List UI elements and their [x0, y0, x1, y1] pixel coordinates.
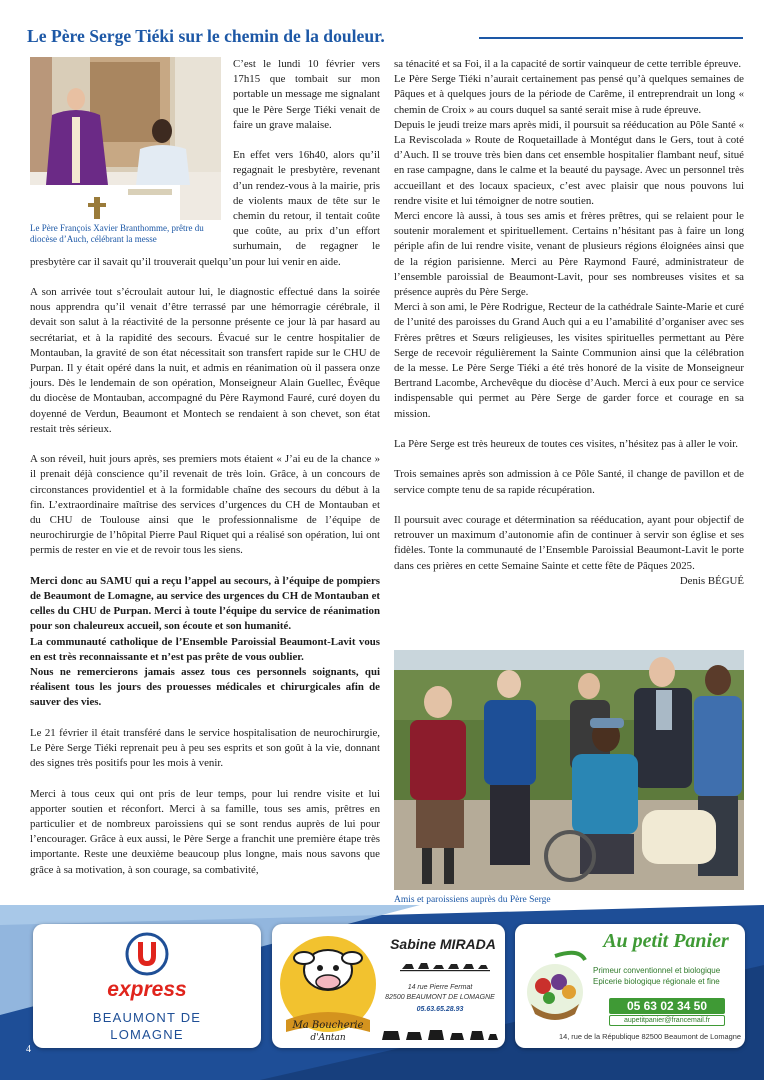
svg-text:d'Antan: d'Antan — [310, 1033, 346, 1043]
left-column — [30, 57, 380, 878]
ad-boucherie[interactable] — [272, 924, 505, 1048]
paragraph: Le Père Serge Tiéki n’aurait certainement pas pensé qu’à quelques semaines de Pâques et à quelques jours de la période de Carême, il entreprendrait un long « chemin de Croix » au cours duquel sa santé serait mise à rude épreuve. — [394, 73, 744, 116]
fruit-basket-icon — [519, 948, 591, 1026]
paragraph: Il poursuit avec courage et détermination sa rééducation, ayant pour objectif de retrouver un maximum d’autonomie afin de continuer à servir son église et ses fidèles. Tonte la communauté de l’Ensemble Paroissial Beaumont-Lavit le porte dans ces prières en cette Semaine Sainte et cette fête de Pâques 2025. — [394, 514, 744, 572]
panier-email[interactable]: aupetitpanier@francemail.fr — [609, 1015, 725, 1026]
priest-photo-caption: Le Père François Xavier Branthomme, prêtre du diocèse d’Auch, célébrant la messe — [30, 223, 204, 245]
express-location-line2: LOMAGNE — [110, 1027, 184, 1042]
priest-mass-image — [30, 57, 221, 220]
paragraph: A son arrivée tout s’écroulait autour lui, le diagnostic effectué dans la soirée nous apprendra qu’il venait d’être terrassé par une hémorragie cérébrale, il devait son salut à la réactivité de la personne présente ce jour là par hasard au secrétariat, et à la rapidité des secours. Évacué sur le centre hospitalier de Montauban, la gravité de son état nécessitait son transfert rapide sur le CHU de Purpan. Il y était opéré dans la nuit, et admis en réanimation où il passera onze jours. Dès le lendemain de son opération, Monseigneur Alain Guellec, Évêque du diocèse de Montauban, accompagné du Père Raymond Fauré, curé doyen du doyenné de Verdun, Beaumont et Montech se rendaient à son chevet, son état restait très sérieux. — [30, 286, 380, 435]
panier-title: Au petit Panier — [603, 930, 729, 952]
panier-line1: Primeur conventionnel et biologique — [593, 966, 721, 975]
right-column — [394, 57, 744, 589]
article-header — [27, 26, 743, 52]
boucherie-street: 14 rue Pierre Fermat — [407, 984, 473, 991]
farm-animals-icon — [380, 1026, 500, 1042]
express-location-line1: BEAUMONT DE — [92, 1010, 202, 1025]
ad-u-express[interactable] — [33, 924, 261, 1048]
ad-au-petit-panier[interactable] — [515, 924, 745, 1048]
group-photo-caption: Amis et paroissiens auprès du Père Serge — [394, 895, 551, 905]
thanks-paragraph: La communauté catholique de l’Ensemble Paroissial Beaumont-Lavit vous en est très reconnaissante et n’est pas prête de vous oublier. — [30, 635, 380, 663]
paragraph: La Père Serge est très heureux de toutes ces visites, n’hésitez pas à aller le voir. — [394, 438, 738, 451]
paragraph: Merci à tous ceux qui ont pris de leur temps, pour lui rendre visite et lui apporter soutien et réconfort. Merci à sa famille, tous ses amis, prêtres en particulier et de nombreux paroissiens qui se sont rendus auprès de lui pour l’encourager. Grâce à eux aussi, le Père Serge a franchit une première étape très importante. Reste une deuxième beaucoup plus longne, mais nous savons que grâce à sa motivation, à son courage, sa combativité, — [30, 787, 380, 876]
animals-icon — [400, 960, 490, 972]
boucherie-phone: 05.63.65.28.93 — [416, 1006, 464, 1013]
u-logo-icon — [125, 932, 169, 976]
title-rule — [479, 37, 743, 39]
thanks-paragraph: Merci donc au SAMU qui a reçu l’appel au secours, à l’équipe de pompiers de Beaumont de Lomagne, au service des urgences du CH de Montauban et celles du CHU de Purpan. Merci à toute l’équipe du service de réanimation pour son chaleureux accueil, son écoute et son humanité. — [30, 574, 380, 633]
page-number: 4 — [26, 1044, 31, 1055]
express-brand: express — [107, 978, 187, 1001]
panier-line2: Epicerie biologique régionale et fine — [593, 977, 720, 986]
article-title: Le Père Serge Tiéki sur le chemin de la douleur. — [27, 26, 385, 46]
cow-logo-icon — [276, 928, 380, 1044]
panier-phone: 05 63 02 34 50 — [609, 998, 725, 1014]
paragraph: Merci à son ami, le Père Rodrigue, Recteur de la cathédrale Sainte-Marie et curé de l’unité des paroisses du Grand Auch qui a eu l’amabilité d’organiser avec ses Frères prêtres et Sœurs religieuses, les visites spirituelles permettant au Père Serge de recevoir régulièrement la Sainte Communion ainsi que la célébration de la messe. Le Père Serge Tiéki a été très honoré de la visite de Monseigneur Bertrand Lacombe, Archevêque du diocèse d’Auch. Merci à eux pour ce service indispensable qui permet au Père Serge de garder force et courage en sa mission. — [394, 301, 744, 420]
article-signature: Denis BÉGUÉ — [679, 574, 744, 587]
visitors-group-image — [394, 650, 744, 890]
paragraph: Depuis le jeudi treize mars après midi, il poursuit sa rééducation au Pôle Santé « La Reviscolada » Route de Roquetaillade à Montégut dans le Gers, tout à coté d’Auch. Il se trouve très bien dans cet ensemble hospitalier flambant neuf, situé en rase campagne, dans le calme et la beauté du paysage. Avec un personnel très accueillant et des locaux spacieux, c’est avec plaisir que nous pouvons lui rendre visite et lui témoigner de notre soutien. — [394, 118, 744, 207]
paragraph: sa ténacité et sa Foi, il a la capacité de sortir vainqueur de cette terrible épreuve. — [394, 58, 742, 70]
priest-photo — [30, 57, 221, 250]
boucherie-owner: Sabine MIRADA — [390, 936, 496, 952]
svg-text:Ma Boucherie: Ma Boucherie — [292, 1020, 364, 1031]
paragraph: A son réveil, huit jours après, ses premiers mots étaient « J’ai eu de la chance » il prenait déjà conscience qu’il revenait de très loin. Grâce, à un concours de circonstances providentiel et à la formidable chaîne des secours du début à la fin. L’extraordinaire maîtrise des services d’urgences du CH de Montauban et du CHU de Toulouse ainsi que le professionnalisme de l’équipe de neurochirurgie de l’hôpital Pierre Paul Riquet qui a réalisé son opération, lui ont permis de rester en vie et de revoir tous les siens. — [30, 453, 380, 557]
group-photo — [394, 650, 744, 890]
paragraph: Le 21 février il était transféré dans le service hospitalisation de neurochirurgie, Le Père Serge Tiéki reprenait peu à peu ses esprits et son goût à la vie, donnant des signes très positifs pour les mois à venir. — [30, 726, 380, 770]
thanks-paragraph: Nous ne remercierons jamais assez tous ces personnels soignants, qui réalisent tous les jours des prouesses médicales et chirurgicales afin de sauver des vies. — [30, 666, 380, 709]
boucherie-city: 82500 BEAUMONT DE LOMAGNE — [385, 994, 495, 1001]
paragraph: En effet vers 16h40, alors qu’il regagnait le presbytère, revenant d’un rendez-vous à la mairie, pris de violents maux de tête sur le chemin du retour, il tentait coûte que coûte, au prix d’un effort surhumain, de regagner le presbytère car il savait qu’il trouverait quelqu’un pour lui venir en aide. — [30, 149, 380, 268]
panier-address: 14, rue de la République 82500 Beaumont de Lomagne — [558, 1032, 741, 1041]
paragraph: C’est le lundi 10 février vers 17h15 que tombait sur mon portable un message me signalant que le Père Serge Tiéki venait de faire un grave malaise. — [233, 58, 380, 131]
paragraph: Merci encore là aussi, à tous ses amis et frères prêtres, qui se relaient pour le soutenir moralement et spirituellement. Certains n’hésitant pas à faire un long périple afin de lui rendre visite, venant de plusieurs régions éloignées ainsi que de la région parisienne. Merci au Père Raymond Fauré, administrateur de l’ensemble paroissial de Beaumont-Lavit, pour ses nombreuses visites et sa présence auprès du Père Serge. — [394, 210, 744, 299]
paragraph: Trois semaines après son admission à ce Pôle Santé, il change de pavillon et de service compte tenu de sa rapide récupération. — [394, 468, 744, 496]
